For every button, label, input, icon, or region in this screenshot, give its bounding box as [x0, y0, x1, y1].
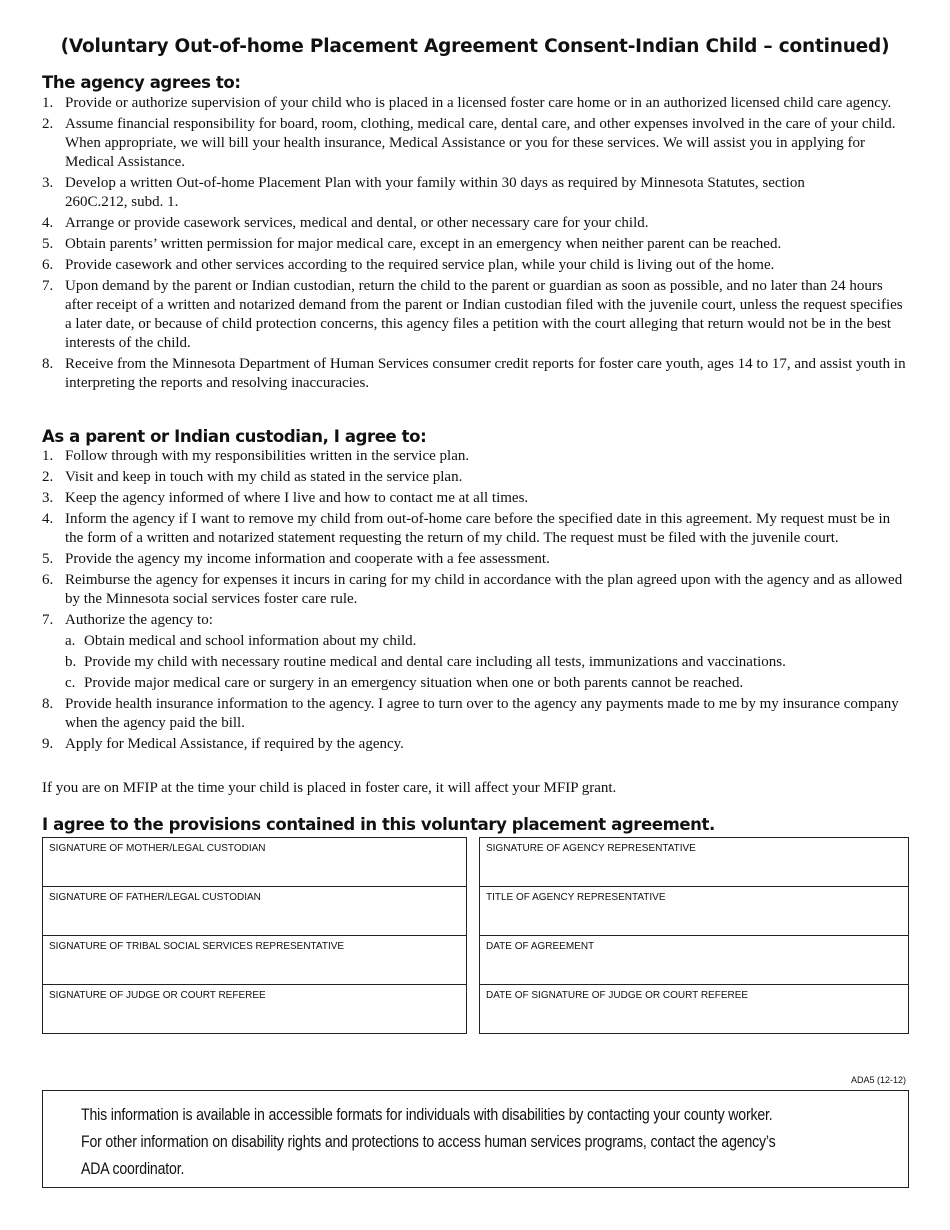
tribal-rep-signature-field[interactable]: SIGNATURE OF TRIBAL SOCIAL SERVICES REPRESENTATIVE — [49, 941, 345, 952]
item-number: 4. — [42, 511, 54, 527]
list-item — [42, 214, 912, 233]
list-item — [42, 611, 912, 630]
form-code: ADA5 (12-12) — [850, 1075, 906, 1085]
list-item — [42, 550, 912, 569]
item-number: 2. — [42, 116, 54, 132]
item-text: Authorize the agency to: — [65, 612, 213, 628]
item-text: Upon demand by the parent or Indian custodian, return the child to the parent or guardian as soon as possible, and no later than 24 hours after receipt of a written and notarized demand from the parent or Indian custodian filed with the juvenile court, unless the request specifies a later date, or because of child protection concerns, this agency files a petition with the court alleging that return would not be in the best interests of the child. — [65, 278, 903, 351]
item-text: Inform the agency if I want to remove my child from out-of-home care before the specified date in this agreement. My request must be in the form of a written and notarized statement requesting the return of my child. The request must be filed with the juvenile court. — [65, 511, 891, 546]
ada-line: ADA coordinator. — [81, 1159, 185, 1178]
list-item — [42, 735, 912, 754]
list-subitem — [42, 653, 912, 672]
judge-signature-field[interactable]: SIGNATURE OF JUDGE OR COURT REFEREE — [49, 990, 266, 1001]
item-number: 7. — [42, 612, 54, 628]
list-item — [42, 489, 912, 508]
row-divider — [480, 984, 908, 985]
item-number: 5. — [42, 551, 54, 567]
item-text: Obtain medical and school information about my child. — [84, 633, 417, 649]
item-text: Arrange or provide casework services, medical and dental, or other necessary care for your child. — [65, 215, 649, 231]
item-number: 6. — [42, 572, 54, 588]
list-item — [42, 355, 912, 393]
item-number: 1. — [42, 448, 54, 464]
list-item — [42, 468, 912, 487]
item-text: Reimburse the agency for expenses it incurs in caring for my child in accordance with the plan agreed upon with the agency and as allowed by the Minnesota social services foster care rule. — [65, 572, 903, 607]
row-divider — [480, 886, 908, 887]
row-divider — [43, 886, 466, 887]
item-letter: a. — [65, 633, 76, 649]
list-item — [42, 447, 912, 466]
list-item — [42, 277, 912, 353]
mother-signature-field[interactable]: SIGNATURE OF MOTHER/LEGAL CUSTODIAN — [49, 843, 266, 854]
father-signature-field[interactable]: SIGNATURE OF FATHER/LEGAL CUSTODIAN — [49, 892, 261, 903]
item-letter: c. — [65, 675, 76, 691]
item-text: Provide health insurance information to the agency. I agree to turn over to the agency any payments made to me by my insurance company when the agency paid the bill. — [65, 696, 899, 731]
item-text: Apply for Medical Assistance, if required by the agency. — [65, 736, 404, 752]
list-item — [42, 235, 912, 254]
item-number: 9. — [42, 736, 54, 752]
item-number: 1. — [42, 95, 54, 111]
item-text: Assume financial responsibility for board, room, clothing, medical care, dental care, and other expenses involved in the care of your child. When appropriate, we will bill your health insurance, Medical Assistance or you for these services. We will assist you in applying for Medical Assistance. — [65, 116, 896, 170]
item-number: 6. — [42, 257, 54, 273]
agency-list — [42, 94, 912, 393]
page-title: (Voluntary Out-of-home Placement Agreement Consent-Indian Child – continued) — [60, 36, 890, 57]
parent-list — [42, 447, 912, 754]
item-text: Obtain parents’ written permission for major medical care, except in an emergency when neither parent can be reached. — [65, 236, 782, 252]
signature-heading: I agree to the provisions contained in this voluntary placement agreement. — [42, 815, 715, 834]
list-item — [42, 115, 912, 172]
item-number: 8. — [42, 696, 54, 712]
list-subitem — [42, 632, 912, 651]
agency-heading: The agency agrees to: — [42, 73, 241, 92]
ada-notice-text — [81, 1101, 776, 1182]
item-text: Provide casework and other services according to the required service plan, while your child is living out of the home. — [65, 257, 775, 273]
item-text: Develop a written Out-of-home Placement Plan with your family within 30 days as required by Minnesota Statutes, section 260C.212, subd. 1. — [65, 175, 805, 210]
item-text: Provide my child with necessary routine medical and dental care including all tests, immunizations and vaccinations. — [84, 654, 786, 670]
list-item — [42, 510, 912, 548]
parent-heading: As a parent or Indian custodian, I agree to: — [42, 427, 427, 446]
item-text: Provide major medical care or surgery in an emergency situation when one or both parents cannot be reached. — [84, 675, 744, 691]
item-text: Visit and keep in touch with my child as stated in the service plan. — [65, 469, 463, 485]
ada-line: For other information on disability rights and protections to access human services programs, contact the agency’s — [81, 1132, 776, 1151]
item-number: 3. — [42, 490, 54, 506]
row-divider — [480, 935, 908, 936]
list-item — [42, 571, 912, 609]
judge-signature-date-field[interactable]: DATE OF SIGNATURE OF JUDGE OR COURT REFEREE — [486, 990, 749, 1001]
agency-rep-title-field[interactable]: TITLE OF AGENCY REPRESENTATIVE — [486, 892, 666, 903]
item-number: 2. — [42, 469, 54, 485]
item-text: Provide the agency my income information and cooperate with a fee assessment. — [65, 551, 550, 567]
item-text: Provide or authorize supervision of your child who is placed in a licensed foster care home or in an authorized licensed child care agency. — [65, 95, 892, 111]
signature-table-right — [479, 837, 909, 1034]
agency-rep-signature-field[interactable]: SIGNATURE OF AGENCY REPRESENTATIVE — [486, 843, 696, 854]
ada-notice-box — [42, 1090, 909, 1188]
signature-table-left — [42, 837, 467, 1034]
item-text: Keep the agency informed of where I live and how to contact me at all times. — [65, 490, 529, 506]
list-item — [42, 174, 912, 212]
agreement-date-field[interactable]: DATE OF AGREEMENT — [486, 941, 595, 952]
list-item — [42, 695, 912, 733]
list-item — [42, 94, 912, 113]
item-number: 7. — [42, 278, 54, 294]
item-number: 8. — [42, 356, 54, 372]
item-letter: b. — [65, 654, 77, 670]
item-text: Follow through with my responsibilities written in the service plan. — [65, 448, 470, 464]
mfip-note: If you are on MFIP at the time your child is placed in foster care, it will affect your MFIP grant. — [42, 780, 617, 796]
ada-line: This information is available in accessible formats for individuals with disabilities by contacting your county worker. — [81, 1105, 773, 1124]
list-item — [42, 256, 912, 275]
item-number: 5. — [42, 236, 54, 252]
row-divider — [43, 935, 466, 936]
item-text: Receive from the Minnesota Department of Human Services consumer credit reports for foster care youth, ages 14 to 17, and assist youth in interpreting the reports and resolving inaccuracies. — [65, 356, 906, 391]
row-divider — [43, 984, 466, 985]
item-number: 4. — [42, 215, 54, 231]
list-subitem — [42, 674, 912, 693]
item-number: 3. — [42, 175, 54, 191]
